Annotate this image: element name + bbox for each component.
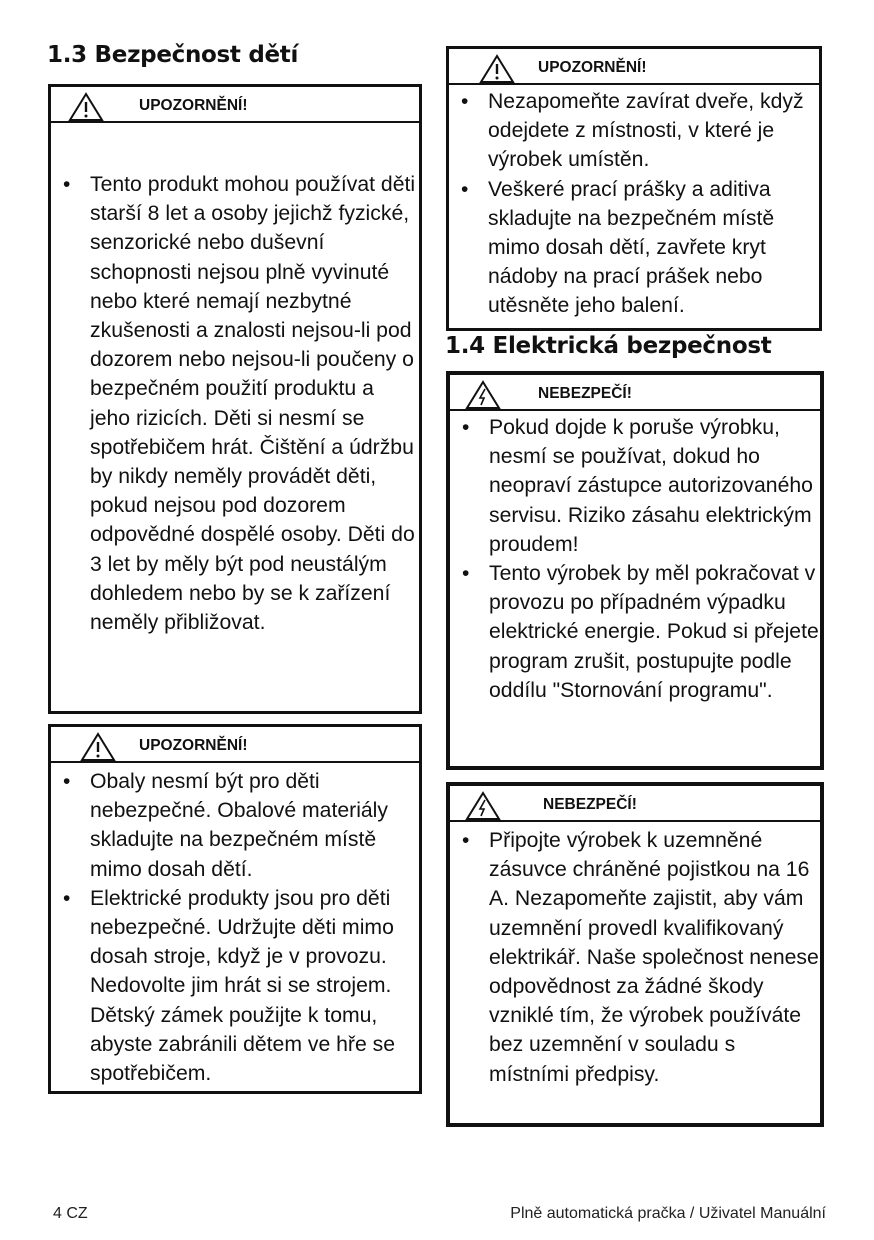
warning-label: UPOZORNĚNÍ! [139, 737, 248, 754]
list-item: • Veškeré prací prášky a aditiva skladujte na bezpečném místě mimo dosah dětí, zavřete kryt nádoby na prací prášek nebo utěsněte jeho balení. [449, 175, 819, 321]
manual-title: Plně automatická pračka / Uživatel Manuální [510, 1205, 826, 1222]
warning-box-packaging [48, 724, 422, 1094]
warning-list [51, 170, 419, 637]
electric-hazard-icon [465, 791, 501, 821]
page-number: 4 CZ [53, 1205, 88, 1222]
list-item: • Tento produkt mohou používat děti starší 8 let a osoby jejichž fyzické, senzorické nebo duševní schopnosti nejsou plně vyvinuté nebo které nemají nezbytné zkušenosti a znalosti nejsou-li pod dozorem nebo nejsou-li poučeny o bezpečném použití produktu a jeho rizicích. Děti si nesmí se spotřebičem hrát. Čištění a údržbu by nikdy neměly provádět děti, pokud nejsou pod dozorem odpovědné dospělé osoby. Děti do 3 let by měly být pod neustálým dohledem nebo by se k zařízení neměly přibližovat. [51, 170, 419, 637]
warning-box-child-use [48, 84, 422, 714]
warning-triangle-icon [479, 54, 515, 84]
list-item: • Nezapomeňte zavírat dveře, když odejdete z místnosti, v které je výrobek umístěn. [449, 87, 819, 175]
list-item: • Tento výrobek by měl pokračovat v provozu po případném výpadku elektrické energie. Pokud si přejete program zrušit, postupujte podle oddílu "Stornování programu". [450, 559, 820, 705]
danger-label: NEBEZPEČÍ! [543, 796, 637, 813]
warning-box-header [449, 49, 819, 85]
danger-box-header [450, 375, 820, 411]
danger-box-grounding [446, 782, 824, 1127]
warning-list [51, 767, 419, 1088]
list-item: • Připojte výrobek k uzemněné zásuvce chráněné pojistkou na 16 A. Nezapomeňte zajistit, aby vám uzemnění provedl kvalifikovaný elektrikář. Naše společnost nenese odpovědnost za žádné škody vzniklé tím, že výrobek používáte bez uzemnění v souladu s místními předpisy. [450, 826, 820, 1089]
warning-label: UPOZORNĚNÍ! [538, 59, 647, 76]
danger-label: NEBEZPEČÍ! [538, 385, 632, 402]
section-title-electrical-safety: 1.4 Elektrická bezpečnost [445, 333, 772, 359]
warning-triangle-icon [80, 732, 116, 762]
electric-hazard-icon [465, 380, 501, 410]
danger-box-malfunction [446, 371, 824, 770]
warning-list [449, 87, 819, 321]
section-title-child-safety: 1.3 Bezpečnost dětí [47, 42, 299, 68]
danger-list [450, 826, 820, 1089]
warning-triangle-icon [68, 92, 104, 122]
danger-list [450, 413, 820, 705]
danger-box-header [450, 786, 820, 822]
list-item: • Elektrické produkty jsou pro děti nebezpečné. Udržujte děti mimo dosah stroje, když je v provozu. Nedovolte jim hrát si se strojem. Dětský zámek použijte k tomu, abyste zabránili dětem ve hře se spotřebičem. [51, 884, 419, 1088]
warning-box-header [51, 87, 419, 123]
warning-label: UPOZORNĚNÍ! [139, 97, 248, 114]
warning-box-header [51, 727, 419, 763]
warning-box-door-detergent [446, 46, 822, 331]
list-item: • Obaly nesmí být pro děti nebezpečné. Obalové materiály skladujte na bezpečném místě mimo dosah dětí. [51, 767, 419, 884]
list-item: • Pokud dojde k poruše výrobku, nesmí se používat, dokud ho neopraví zástupce autorizovaného servisu. Riziko zásahu elektrickým proudem! [450, 413, 820, 559]
